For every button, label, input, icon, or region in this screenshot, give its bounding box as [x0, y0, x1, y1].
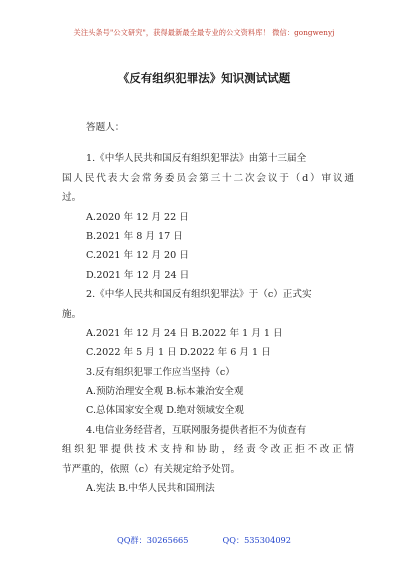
qq-contact: QQ：535304092 [222, 535, 291, 545]
question-4-line-3: 节严重的，依照（c）有关规定给予处罚。 [62, 463, 241, 475]
question-1-option-b: B.2021 年 8 月 17 日 [86, 230, 183, 242]
qq-group: QQ群：30265665 [117, 535, 189, 545]
question-1-line-2: 国人民代表大会常务委员会第三十二次会议于（d）审议通 [62, 172, 354, 184]
promo-header: 关注头条号"公文研究"，获得最新最全最专业的公文资料库！ 微信：gongwenyj [73, 28, 335, 37]
question-1-option-a: A.2020 年 12 月 22 日 [86, 211, 189, 223]
question-3-line-1: 3.反有组织犯罪工作应当坚持（c） [86, 366, 235, 378]
question-2-options-ab: A.2021 年 12 月 24 日 B.2022 年 1 月 1 日 [86, 327, 283, 339]
question-3-options-cd: C.总体国家安全观 D.绝对领域安全观 [86, 405, 244, 417]
spacer [62, 137, 354, 149]
question-1-option-d: D.2021 年 12 月 24 日 [86, 269, 190, 281]
contact-footer [0, 535, 408, 546]
question-4-options-ab: A.宪法 B.中华人民共和国刑法 [86, 483, 215, 495]
document-body [62, 118, 354, 498]
question-1-line-3: 过。 [62, 192, 82, 204]
question-2-line-2: 施。 [62, 308, 82, 320]
question-1-option-c: C.2021 年 12 月 20 日 [86, 250, 189, 262]
question-3-options-ab: A.预防治理安全观 B.标本兼治安全观 [86, 386, 244, 398]
question-2-line-1: 2.《中华人民共和国反有组织犯罪法》于（c）正式实 [86, 289, 312, 301]
respondent-label: 答题人： [86, 122, 125, 133]
question-4-line-1: 4.电信业务经营者，互联网服务提供者拒不为侦查有 [86, 424, 307, 436]
question-1-line-1: 1.《中华人民共和国反有组织犯罪法》由第十三届全 [86, 153, 307, 165]
document-title: 《反有组织犯罪法》知识测试试题 [117, 71, 291, 85]
question-2-options-cd: C.2022 年 5 月 1 日 D.2022 年 6 月 1 日 [86, 347, 271, 359]
question-4-line-2: 组织犯罪提供技术支持和协助，经责令改正拒不改正情 [62, 444, 354, 456]
